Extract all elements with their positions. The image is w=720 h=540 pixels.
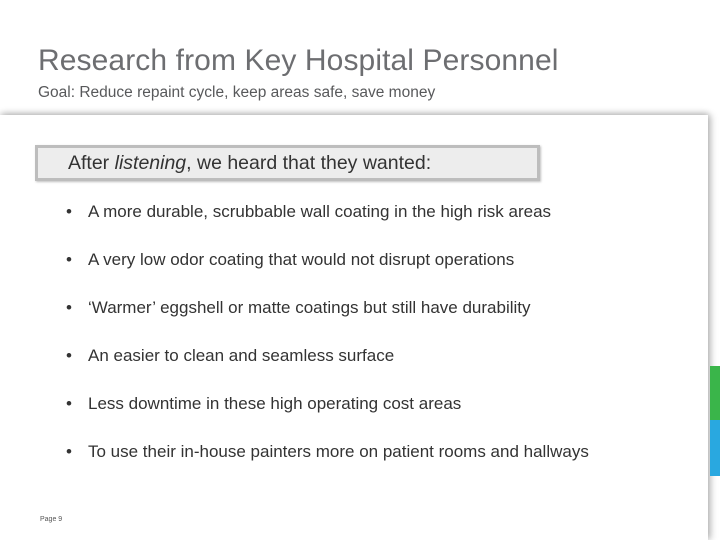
bullet-item <box>66 390 589 438</box>
callout-text <box>68 152 431 175</box>
bullet-item <box>66 438 589 486</box>
callout-suffix: , we heard that they wanted: <box>186 152 432 174</box>
callout-prefix: After <box>68 152 115 174</box>
slide-subtitle: Goal: Reduce repaint cycle, keep areas safe, save money <box>38 84 436 101</box>
bullet-dot: • <box>66 346 72 365</box>
bullet-text: Less downtime in these high operating cost areas <box>88 394 462 413</box>
bullet-text: A very low odor coating that would not disrupt operations <box>88 250 515 269</box>
blue-accent-bar <box>710 420 720 476</box>
slide-title: Research from Key Hospital Personnel <box>38 44 559 77</box>
page-number: Page 9 <box>40 516 63 523</box>
bullet-text: A more durable, scrubbable wall coating in the high risk areas <box>88 202 552 221</box>
bullet-dot: • <box>66 394 72 413</box>
green-accent-bar <box>710 366 720 420</box>
bullet-dot: • <box>66 250 72 269</box>
bullet-text: An easier to clean and seamless surface <box>88 346 395 365</box>
callout-emphasis: listening <box>114 152 187 174</box>
bullet-text: To use their in-house painters more on patient rooms and hallways <box>88 442 589 461</box>
bullet-dot: • <box>66 442 72 461</box>
bullet-list <box>66 198 589 486</box>
bullet-item <box>66 294 589 342</box>
bullet-dot: • <box>66 298 72 317</box>
bullet-item <box>66 342 589 390</box>
bullet-item <box>66 246 589 294</box>
bullet-text: ‘Warmer’ eggshell or matte coatings but still have durability <box>88 298 531 317</box>
bullet-item <box>66 198 589 246</box>
bullet-dot: • <box>66 202 72 221</box>
callout-box <box>35 145 540 181</box>
